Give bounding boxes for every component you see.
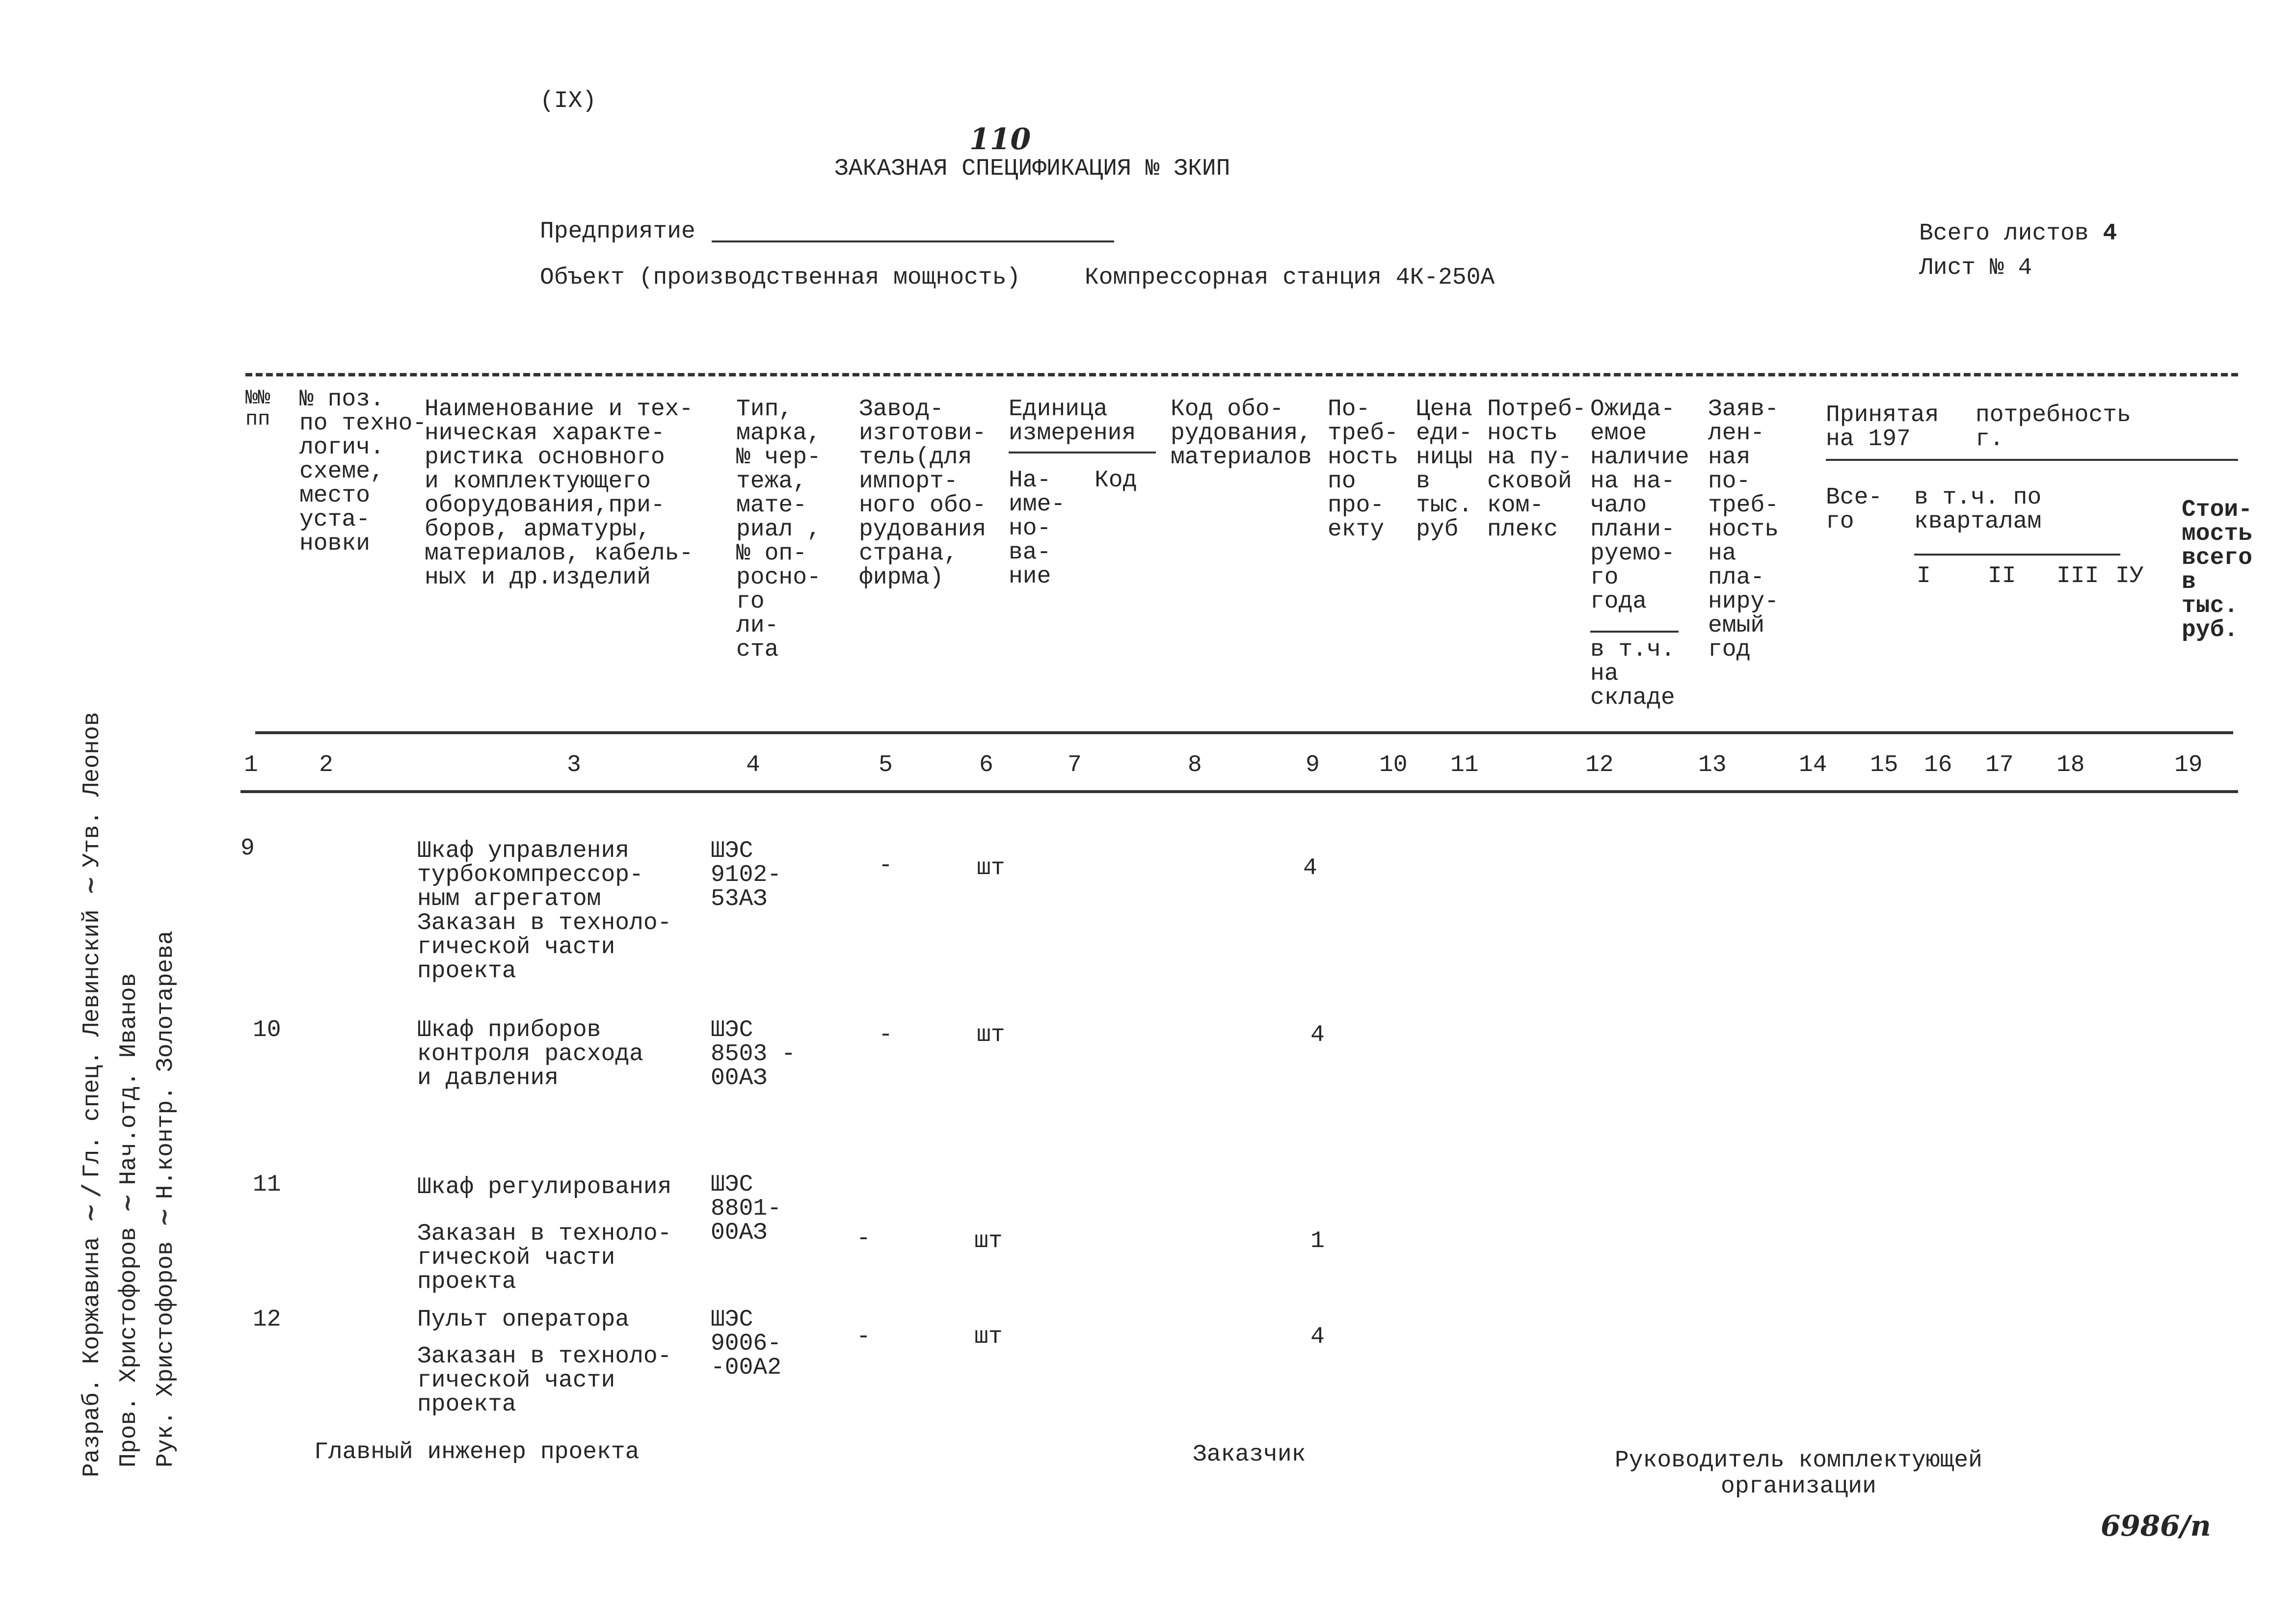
sheet-number [1919, 256, 2032, 280]
colnum-9: 9 [1306, 752, 1320, 778]
row-10-name: Шкаф приборов контроля расхода и давления [417, 1017, 643, 1091]
row-10-type: ШЭС 8503 - 00АЗ [711, 1017, 796, 1091]
customer-label: Заказчик [1193, 1441, 1306, 1468]
colnum-4: 4 [746, 752, 760, 778]
colnum-13: 13 [1698, 752, 1727, 778]
margin-signature-1: ~ / [77, 1178, 104, 1223]
header-accepted-b: потребность г. [1976, 402, 2131, 452]
margin-approved: Утв. Леонов [79, 712, 106, 868]
enterprise-field-line [712, 240, 1114, 242]
colnum-17: 17 [1985, 752, 2014, 778]
header-accepted-rule [1826, 459, 2238, 461]
header-unit-rule [1009, 452, 1156, 453]
margin-approval-3 [152, 931, 178, 1467]
header-col-12b: в т.ч. на складе [1590, 637, 1675, 711]
row-10-number: 10 [253, 1017, 281, 1043]
section-roman: (IX) [540, 88, 597, 114]
margin-manager: Рук. Христофоров [153, 1241, 179, 1467]
row-12-number: 12 [253, 1306, 281, 1333]
row-11-maker: - [856, 1225, 871, 1252]
header-quarter-rule [1914, 554, 2120, 556]
header-accepted-a: Принятая на 197 [1826, 402, 1939, 452]
margin-norm-control: Н.контр. Золотарева [153, 931, 179, 1199]
colnum-11: 11 [1450, 752, 1479, 778]
object-label: Объект (производственная мощность) [540, 265, 1021, 291]
sheet-label: Лист № [1919, 255, 2004, 281]
row-12-type: ШЭС 9006- -00А2 [711, 1306, 782, 1381]
row-11-name-note: Заказан в техноло- гической части проекта [417, 1221, 672, 1295]
header-col-11: Потреб- ность на пу- сковой ком- плекс [1487, 396, 1586, 543]
header-col-12: Ожида- емое наличие на на- чало плани- руемо- го года [1590, 396, 1689, 615]
header-col-7: Код [1095, 467, 1137, 494]
colnum-7: 7 [1068, 752, 1082, 778]
row-9-qty: 4 [1303, 855, 1317, 881]
colnum-6: 6 [979, 752, 993, 778]
colnum-12: 12 [1585, 752, 1614, 778]
header-by-quarter: в т.ч. по кварталам [1914, 484, 2042, 535]
colnum-5: 5 [879, 752, 893, 778]
margin-department-head: Нач.отд. Иванов [116, 973, 142, 1185]
colnum-19: 19 [2174, 752, 2203, 778]
row-9-name: Шкаф управления турбокомпрессор- ным агрегатом Заказан в техноло- гической части проекта [417, 838, 672, 984]
colnum-2: 2 [319, 752, 333, 778]
header-col-8: Код обо- рудования, материалов [1171, 396, 1312, 471]
row-11-number: 11 [253, 1171, 281, 1198]
margin-signature-2: ~ [77, 867, 104, 896]
total-sheets-label: Всего листов [1919, 220, 2089, 247]
header-col-1: №№ пп [245, 386, 270, 431]
header-col-12-rule [1590, 631, 1679, 633]
header-col-4: Тип, марка, № чер- тежа, мате- риал , № оп- росно- го ли- ста [736, 396, 821, 663]
header-q3: III [2056, 563, 2099, 589]
row-11-type: ШЭС 8801- 00АЗ [711, 1171, 782, 1246]
colnum-1: 1 [244, 752, 258, 778]
row-12-qty: 4 [1310, 1324, 1325, 1350]
page-number-handwritten: 110 [969, 122, 1031, 157]
header-col-13: Заяв- лен- ная по- треб- ность на пла- ниру- емый год [1708, 396, 1779, 663]
margin-approval-1 [79, 712, 104, 1477]
row-11-qty: 1 [1310, 1228, 1325, 1254]
row-10-maker: - [879, 1022, 893, 1048]
row-9-unit: шт [977, 855, 1005, 881]
header-col-19: Стои- мость всего в тыс. руб. [2182, 497, 2253, 643]
header-bottom-rule [255, 731, 2233, 734]
header-total: Все- го [1826, 484, 1883, 535]
margin-chief-specialist: Гл. спец. Левинский [79, 909, 106, 1178]
margin-signature-4: ~ [150, 1199, 178, 1227]
margin-checker: Пров. Христофоров [116, 1227, 142, 1467]
sheet-value: 4 [2018, 255, 2032, 281]
colnum-18: 18 [2056, 752, 2085, 778]
header-col-3: Наименование и тех- ническая характе- ристика основного и комплектующего оборудования,при- боров, арматуры, материалов, кабель- ных и др.изделий [425, 396, 694, 591]
margin-signature-3: ~ [113, 1185, 141, 1213]
object-value: Компрессорная станция 4К-250А [1085, 265, 1495, 291]
total-sheets-value: 4 [2103, 220, 2117, 247]
colnum-16: 16 [1924, 752, 1952, 778]
enterprise-label: Предприятие [540, 218, 695, 245]
header-q1: I [1917, 563, 1931, 589]
header-col-10: Цена еди- ницы в тыс. руб [1416, 396, 1473, 543]
colnum-bottom-rule [240, 790, 2238, 793]
supplier-head-label: Руководитель комплектующей организации [1615, 1447, 1982, 1500]
row-10-qty: 4 [1310, 1022, 1325, 1048]
row-12-unit: шт [974, 1324, 1003, 1350]
chief-engineer-label: Главный инженер проекта [314, 1439, 640, 1465]
table-top-rule [245, 373, 2238, 376]
header-col-2: № поз. по техно- логич. схеме, место уста- новки [299, 386, 427, 557]
margin-developer: Разраб. Коржавина [79, 1237, 106, 1477]
row-12-name-note: Заказан в техноло- гической части проекта [417, 1343, 672, 1418]
header-q2: II [1988, 563, 2016, 589]
header-q4: IУ [2115, 563, 2144, 589]
header-col-5: Завод- изготови- тель(для импорт- ного обо- рудования страна, фирма) [859, 396, 987, 591]
colnum-3: 3 [567, 752, 581, 778]
row-9-number: 9 [240, 835, 255, 862]
colnum-10: 10 [1379, 752, 1408, 778]
row-11-unit: шт [974, 1228, 1003, 1254]
header-col-9: По- треб- ность по про- екту [1328, 396, 1399, 543]
row-10-unit: шт [977, 1022, 1005, 1048]
row-11-name: Шкаф регулирования [417, 1174, 672, 1200]
header-unit-group: Единица измерения [1009, 396, 1136, 447]
document-title: ЗАКАЗНАЯ СПЕЦИФИКАЦИЯ № ЗКИП [834, 156, 1230, 182]
colnum-15: 15 [1870, 752, 1898, 778]
row-9-maker: - [879, 852, 893, 879]
total-sheets [1919, 222, 2117, 245]
colnum-14: 14 [1799, 752, 1827, 778]
row-12-maker: - [856, 1324, 871, 1350]
header-col-6: На- име- но- ва- ние [1009, 467, 1066, 590]
margin-approval-2 [115, 973, 141, 1467]
colnum-8: 8 [1188, 752, 1202, 778]
row-12-name: Пульт оператора [417, 1306, 630, 1333]
archive-number: 6986/п [2101, 1509, 2211, 1543]
row-9-type: ШЭС 9102- 53АЗ [711, 838, 782, 912]
